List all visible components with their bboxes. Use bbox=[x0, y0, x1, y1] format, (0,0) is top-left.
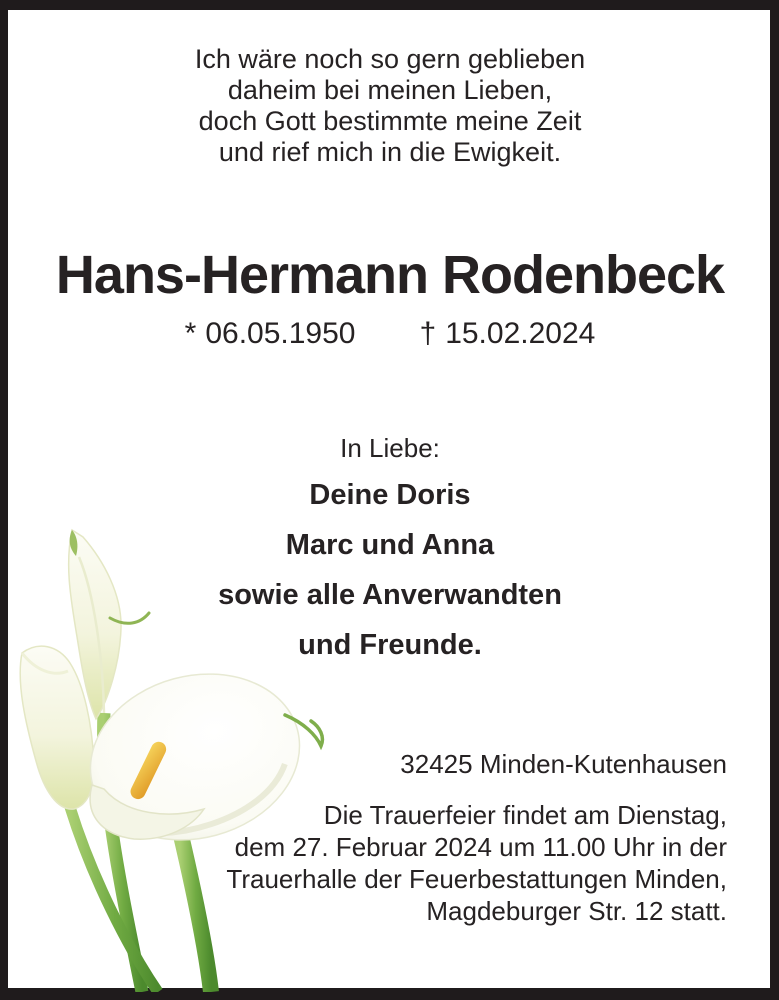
birth-date bbox=[185, 317, 356, 351]
frame-right-border bbox=[770, 0, 779, 1000]
poem-line: Ich wäre noch so gern geblieben bbox=[194, 44, 586, 74]
frame-top-border bbox=[0, 0, 779, 10]
family-line: und Freunde. bbox=[298, 629, 482, 661]
funeral-line: Magdeburger Str. 12 statt. bbox=[426, 896, 727, 926]
funeral-line: dem 27. Februar 2024 um 11.00 Uhr in der bbox=[234, 832, 727, 862]
deceased-name: Hans-Hermann Rodenbeck bbox=[55, 245, 725, 305]
calla-lilies-image bbox=[8, 523, 338, 992]
poem bbox=[195, 44, 585, 168]
family-line: Marc und Anna bbox=[285, 529, 495, 561]
family-line: sowie alle Anverwandten bbox=[218, 579, 562, 611]
poem-line: und rief mich in die Ewigkeit. bbox=[218, 137, 562, 167]
death-date bbox=[420, 317, 596, 351]
death-date-value: 15.02.2024 bbox=[445, 317, 596, 350]
death-cross-icon: † bbox=[419, 317, 437, 350]
poem-line: daheim bei meinen Lieben, bbox=[227, 75, 553, 105]
family-line: Deine Doris bbox=[309, 479, 471, 511]
funeral-line: Die Trauerfeier findet am Dienstag, bbox=[323, 800, 727, 830]
birth-star-icon: * bbox=[184, 317, 197, 350]
family-intro: In Liebe: bbox=[340, 433, 440, 463]
birth-date-value: 06.05.1950 bbox=[205, 317, 356, 350]
life-dates bbox=[185, 317, 596, 351]
frame-left-border bbox=[0, 0, 8, 1000]
location-line: 32425 Minden-Kutenhausen bbox=[400, 749, 727, 779]
funeral-line: Trauerhalle der Feuerbestattungen Minden, bbox=[226, 864, 727, 894]
poem-line: doch Gott bestimmte meine Zeit bbox=[198, 106, 582, 136]
